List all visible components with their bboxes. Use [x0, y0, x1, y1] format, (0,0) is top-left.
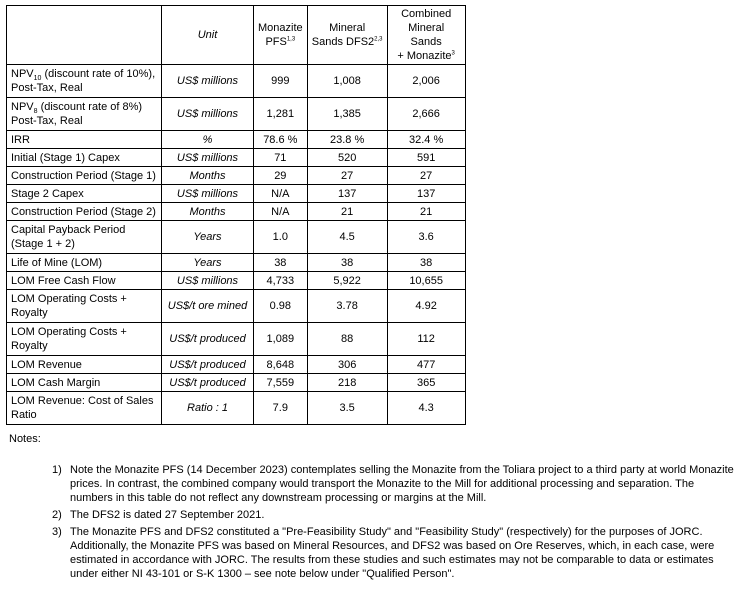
- value-monazite-pfs: 1.0: [254, 221, 308, 254]
- value-mineral-sands-dfs2: 88: [307, 323, 387, 356]
- value-monazite-pfs: N/A: [254, 185, 308, 203]
- row-unit: Months: [162, 203, 254, 221]
- row-label: LOM Revenue: Cost of Sales Ratio: [7, 392, 162, 425]
- header-mineral-sands-dfs2: Mineral Sands DFS2$^{2,3}$: [307, 6, 387, 65]
- row-label: Stage 2 Capex: [7, 185, 162, 203]
- row-label: Construction Period (Stage 1): [7, 167, 162, 185]
- value-monazite-pfs: 1,281: [254, 98, 308, 131]
- value-monazite-pfs: 29: [254, 167, 308, 185]
- table-row: [7, 290, 466, 323]
- row-unit: US$ millions: [162, 65, 254, 98]
- value-mineral-sands-dfs2: 21: [307, 203, 387, 221]
- table-row: [7, 149, 466, 167]
- row-label: LOM Free Cash Flow: [7, 272, 162, 290]
- table-row: [7, 254, 466, 272]
- row-label-npv10: $NPV_{10}$ (discount rate of 10%), Post-Tax, Real: [7, 65, 162, 98]
- value-combined: 4.3: [387, 392, 465, 425]
- row-unit: US$/t produced: [162, 356, 254, 374]
- value-mineral-sands-dfs2: 4.5: [307, 221, 387, 254]
- row-label: LOM Operating Costs + Royalty: [7, 323, 162, 356]
- value-combined: 477: [387, 356, 465, 374]
- row-label: LOM Cash Margin: [7, 374, 162, 392]
- header-row: [7, 6, 466, 65]
- value-combined: 32.4 %: [387, 131, 465, 149]
- row-unit: Ratio : 1: [162, 392, 254, 425]
- row-unit: Years: [162, 221, 254, 254]
- table-row: [7, 65, 466, 98]
- value-combined: 2,666: [387, 98, 465, 131]
- value-combined: 2,006: [387, 65, 465, 98]
- value-mineral-sands-dfs2: 218: [307, 374, 387, 392]
- note-number: 3): [52, 526, 62, 538]
- value-combined: 591: [387, 149, 465, 167]
- value-monazite-pfs: 8,648: [254, 356, 308, 374]
- row-label: Initial (Stage 1) Capex: [7, 149, 162, 167]
- financial-metrics-table: [6, 5, 466, 425]
- value-mineral-sands-dfs2: 38: [307, 254, 387, 272]
- value-combined: 10,655: [387, 272, 465, 290]
- value-mineral-sands-dfs2: 520: [307, 149, 387, 167]
- table-row: [7, 131, 466, 149]
- note-text: The Monazite PFS and DFS2 constituted a "Pre-Feasibility Study" and "Feasibility Study" (respectively) for the purposes of JORC. Additionally, the Monazite PFS was based on Mineral Resources, and DFS2 was based on Ore Reserves, which, in each case, were estimated in accordance with JORC. The results from these studies and such estimates may not be comparable to data or estimates under either NI 43-101 or S-K 1300 – see note below under "Qualified Person".: [70, 526, 715, 580]
- value-combined: 27: [387, 167, 465, 185]
- value-combined: 365: [387, 374, 465, 392]
- row-unit: Years: [162, 254, 254, 272]
- notes-list: [52, 463, 738, 584]
- row-label: Life of Mine (LOM): [7, 254, 162, 272]
- value-mineral-sands-dfs2: 3.5: [307, 392, 387, 425]
- row-unit: US$ millions: [162, 98, 254, 131]
- header-combined: Combined Mineral Sands + Monazite$^3$: [387, 6, 465, 65]
- value-combined: 38: [387, 254, 465, 272]
- row-unit: US$ millions: [162, 185, 254, 203]
- value-mineral-sands-dfs2: 137: [307, 185, 387, 203]
- value-combined: 137: [387, 185, 465, 203]
- table-row: [7, 356, 466, 374]
- row-unit: US$/t ore mined: [162, 290, 254, 323]
- row-label: Construction Period (Stage 2): [7, 203, 162, 221]
- value-monazite-pfs: 4,733: [254, 272, 308, 290]
- value-mineral-sands-dfs2: 1,008: [307, 65, 387, 98]
- table-row: [7, 167, 466, 185]
- value-monazite-pfs: 0.98: [254, 290, 308, 323]
- note-number: 2): [52, 509, 62, 521]
- notes-title: Notes:: [9, 433, 41, 445]
- table-row: [7, 221, 466, 254]
- row-label: LOM Operating Costs + Royalty: [7, 290, 162, 323]
- value-mineral-sands-dfs2: 5,922: [307, 272, 387, 290]
- table-row: [7, 392, 466, 425]
- note-text: Note the Monazite PFS (14 December 2023) contemplates selling the Monazite from the Toliara project to a third party at world Monazite prices. In contrast, the combined company would transport the Monazite to the Mill for additional processing and separation. The numbers in this table do not reflect any downstream processing or margins at the Mill.: [70, 464, 734, 504]
- header-metric-cell: [7, 6, 162, 65]
- value-monazite-pfs: N/A: [254, 203, 308, 221]
- table-row: [7, 185, 466, 203]
- value-combined: 21: [387, 203, 465, 221]
- value-combined: 4.92: [387, 290, 465, 323]
- row-unit: US$ millions: [162, 272, 254, 290]
- row-label-npv8: $NPV_8$ (discount rate of 8%) Post-Tax, Real: [7, 98, 162, 131]
- table-row: [7, 98, 466, 131]
- row-unit: %: [162, 131, 254, 149]
- table-row: [7, 323, 466, 356]
- value-monazite-pfs: 1,089: [254, 323, 308, 356]
- value-combined: 3.6: [387, 221, 465, 254]
- table-row: [7, 203, 466, 221]
- row-unit: Months: [162, 167, 254, 185]
- value-monazite-pfs: 71: [254, 149, 308, 167]
- value-combined: 112: [387, 323, 465, 356]
- note-number: 1): [52, 464, 62, 476]
- note-item: [52, 525, 738, 581]
- row-label: IRR: [7, 131, 162, 149]
- row-unit: US$/t produced: [162, 323, 254, 356]
- header-monazite-pfs: Monazite PFS$^{1,3}$: [254, 6, 308, 65]
- value-monazite-pfs: 7.9: [254, 392, 308, 425]
- row-label: LOM Revenue: [7, 356, 162, 374]
- header-unit: Unit: [162, 6, 254, 65]
- value-mineral-sands-dfs2: 1,385: [307, 98, 387, 131]
- table-row: [7, 272, 466, 290]
- value-mineral-sands-dfs2: 27: [307, 167, 387, 185]
- row-label: Capital Payback Period (Stage 1 + 2): [7, 221, 162, 254]
- note-item: [52, 508, 738, 522]
- value-mineral-sands-dfs2: 23.8 %: [307, 131, 387, 149]
- row-unit: US$/t produced: [162, 374, 254, 392]
- value-monazite-pfs: 999: [254, 65, 308, 98]
- value-monazite-pfs: 78.6 %: [254, 131, 308, 149]
- note-text: The DFS2 is dated 27 September 2021.: [70, 509, 265, 521]
- value-monazite-pfs: 38: [254, 254, 308, 272]
- value-mineral-sands-dfs2: 3.78: [307, 290, 387, 323]
- table-row: [7, 374, 466, 392]
- row-unit: US$ millions: [162, 149, 254, 167]
- note-item: [52, 463, 738, 505]
- value-mineral-sands-dfs2: 306: [307, 356, 387, 374]
- value-monazite-pfs: 7,559: [254, 374, 308, 392]
